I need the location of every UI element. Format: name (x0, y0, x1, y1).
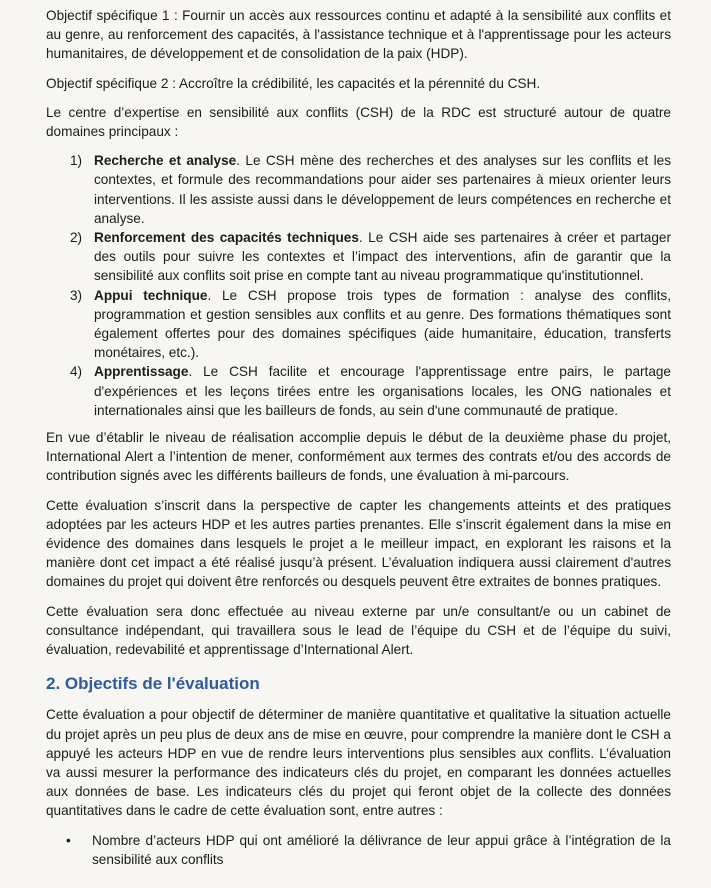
list-item (46, 831, 671, 869)
section-heading: 2. Objectifs de l'évaluation (46, 674, 260, 694)
domain-number: 3) (70, 287, 83, 303)
paragraph-perspective: Cette évaluation s’inscrit dans la perspective de capter les changements atteints et des pratiques adoptées par les acteurs HDP et les autres parties prenantes. Elle s’inscrit également dans la mise en évidence des domaines dans lesquels le projet a le meilleur impact, en explorant les raisons et la manière dont cet impact a été réalisé jusqu’à présent. L’évaluation indiquera aussi clairement d'autres domaines du projet qui doivent être renforcés ou desquels peuvent être extraites de bonnes pratiques. (46, 497, 671, 590)
section-paragraph: Cette évaluation a pour objectif de déterminer de manière quantitative et qualitative la situation actuelle du projet après un peu plus de deux ans de mise en œuvre, pour comprendre la manière dont le CSH a appuyé les acteurs HDP en vue de rendre leurs interventions plus sensibles aux conflits. L’évaluation va aussi mesurer la performance des indicateurs clés du projet, en comparant les données actuelles aux données de base. Les indicateurs clés du projet qui feront objet de la collecte des données quantitatives dans le cadre de cette évaluation sont, entre autres : (46, 707, 671, 819)
domain-number: 2) (70, 230, 83, 246)
paragraph-external: Cette évaluation sera donc effectuée au niveau externe par un/e consultant/e ou un cabinet de consultance indépendant, qui travaillera sous le lead de l’équipe du CSH et de l’équipe du suivi, évaluation, redevabilité et apprentissage d’International Alert. (46, 603, 671, 658)
domain-number: 1) (70, 153, 83, 169)
domain-description: . Le CSH aide ses partenaires à créer et partager des outils pour suivre les contextes et l’impact des interventions, afin de garantir que la sensibilité aux conflits soit prise en compte tant au niveau programmatique qu'institutionnel. (94, 230, 671, 284)
bullet-icon: • (66, 832, 71, 848)
domain-item (46, 286, 671, 363)
domain-title: Recherche et analyse (94, 153, 237, 169)
paragraph-midterm: En vue d’établir le niveau de réalisation accomplie depuis le début de la deuxième phase du projet, International Alert a l’intention de mener, conformément aux termes des contrats et/ou des accords de contribution signés avec les différents bailleurs de fonds, une évaluation à mi-parcours. (46, 430, 671, 484)
domains-list (46, 151, 671, 420)
specific-objective-2: Objectif spécifique 2 : Accroître la crédibilité, les capacités et la pérennité du CSH. (46, 75, 541, 91)
domain-item (46, 151, 671, 228)
specific-objective-1: Objectif spécifique 1 : Fournir un accès aux ressources continu et adapté à la sensibilité aux conflits et au genre, au renforcement des capacités, à l'assistance technique et à l'apprentissage pour les acteurs humanitaires, de développement et de consolidation de la paix (HDP). (46, 8, 671, 62)
domain-description: . Le CSH mène des recherches et des analyses sur les conflits et les contextes, et formule des recommandations pour aider ses partenaires à mieux orienter leurs interventions. Il les assiste aussi dans le développement de leurs compétences en recherche et analyse. (94, 153, 671, 226)
domain-item (46, 362, 671, 420)
domain-title: Apprentissage (94, 364, 189, 380)
bullet-text: Nombre d’acteurs HDP qui ont amélioré la délivrance de leur appui grâce à l’intégration de la sensibilité aux conflits (92, 832, 671, 867)
domain-number: 4) (70, 364, 83, 380)
domain-item (46, 228, 671, 286)
indicators-list (46, 831, 671, 869)
domain-title: Renforcement des capacités techniques (94, 230, 359, 246)
domains-intro: Le centre d’expertise en sensibilité aux conflits (CSH) de la RDC est structuré autour de quatre domaines principaux : (46, 104, 671, 140)
domain-description: . Le CSH propose trois types de formation : analyse des conflits, programmation et gestion sensibles aux conflits et au genre. Des formations thématiques sont également offertes pour des domaines spécifiques (aide humanitaire, éducation, transferts monétaires, etc.). (94, 287, 671, 361)
domain-description: . Le CSH facilite et encourage l'apprentissage entre pairs, le partage d'expériences et les leçons tirées entre les organisations locales, les ONG nationales et internationales ainsi que les bailleurs de fonds, au sein d'une communauté de pratique. (94, 364, 671, 418)
domain-title: Appui technique (94, 287, 208, 303)
